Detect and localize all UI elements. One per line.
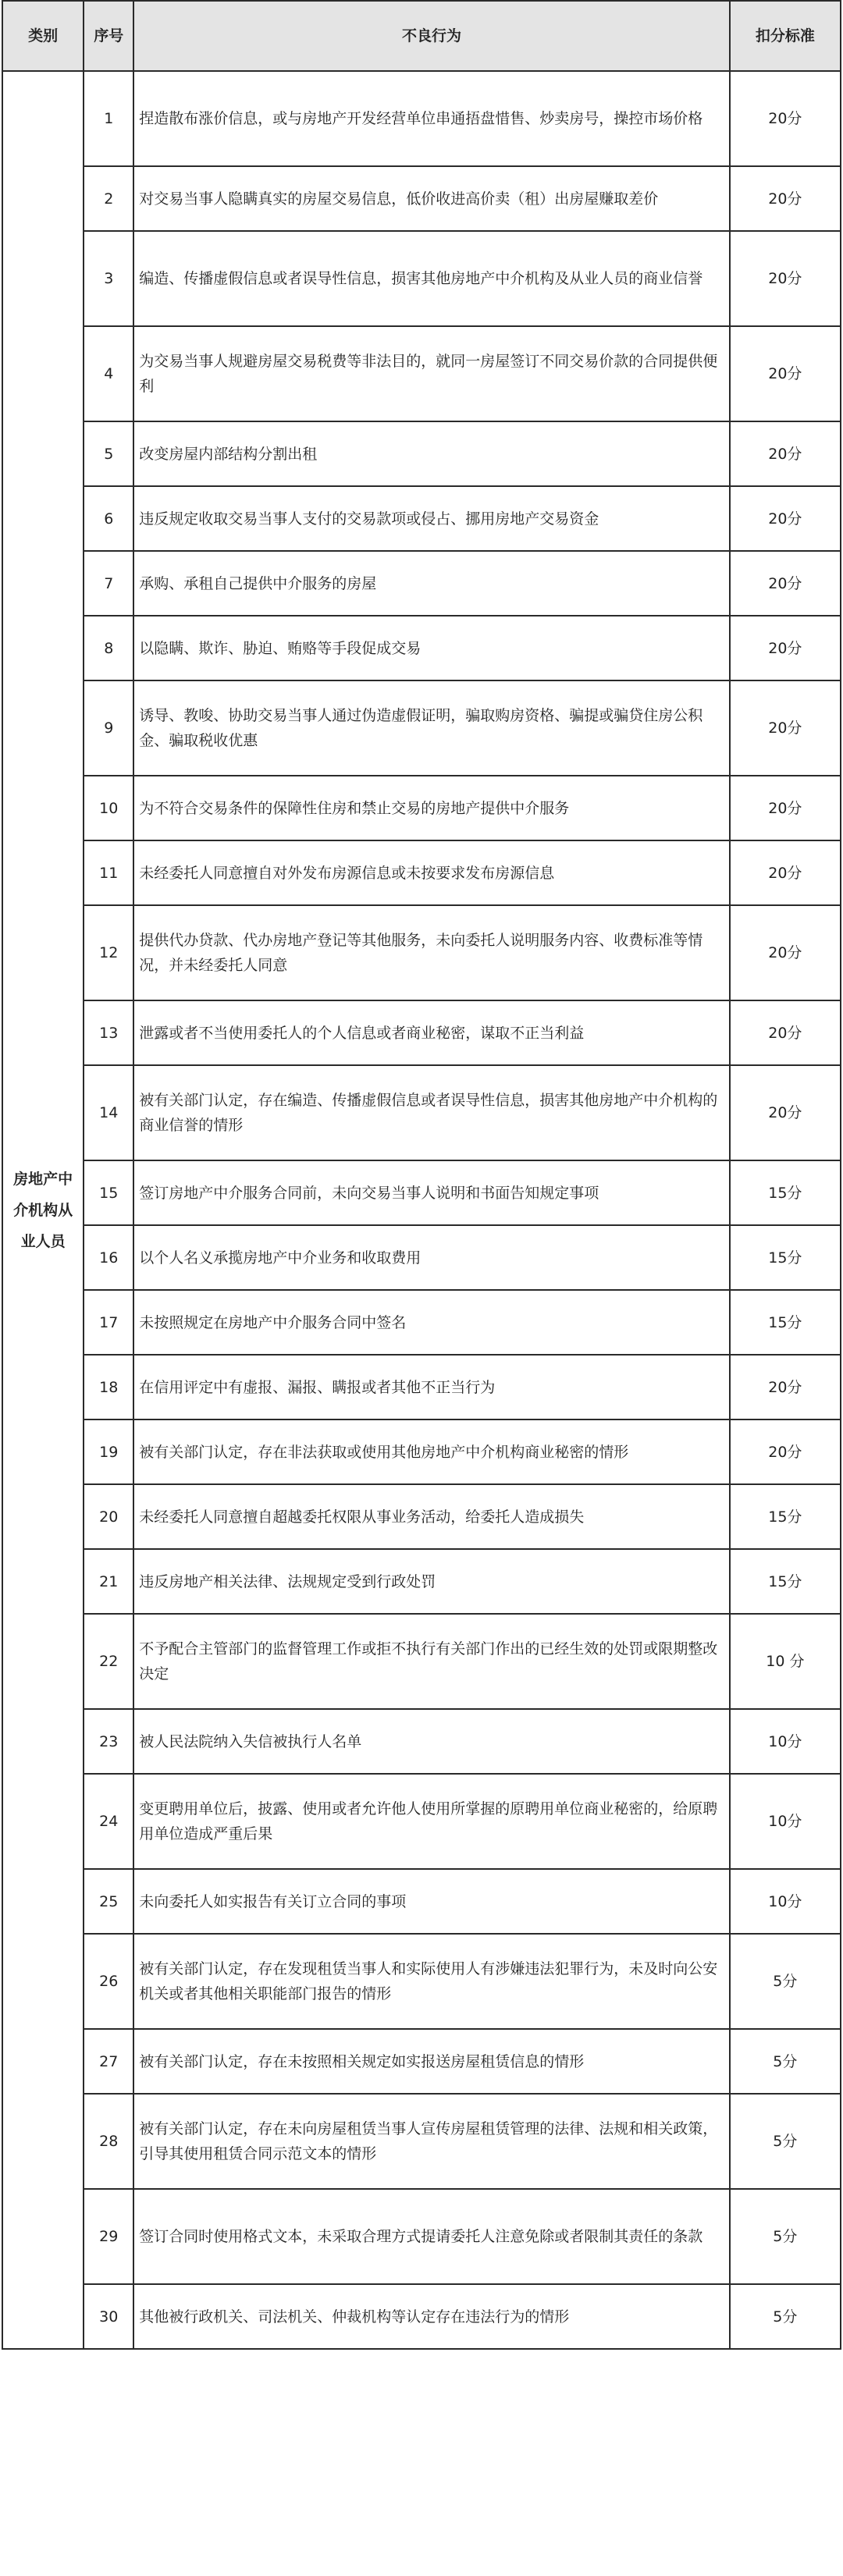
table-row <box>2 2284 841 2349</box>
header-category: 类别 <box>2 1 84 71</box>
behavior-text: 被有关部门认定，存在未按照相关规定如实报送房屋租赁信息的情形 <box>133 2029 729 2094</box>
table-row <box>2 326 841 421</box>
row-number: 15 <box>84 1160 133 1225</box>
table-row <box>2 71 841 166</box>
behavior-text: 捏造散布涨价信息，或与房地产开发经营单位串通捂盘惜售、炒卖房号，操控市场价格 <box>133 71 729 166</box>
header-number: 序号 <box>84 1 133 71</box>
table-row <box>2 1709 841 1774</box>
score-value: 20分 <box>730 1000 841 1065</box>
table-row <box>2 1549 841 1614</box>
row-number: 23 <box>84 1709 133 1774</box>
row-number: 26 <box>84 1934 133 2029</box>
table-row <box>2 1065 841 1160</box>
header-behavior: 不良行为 <box>133 1 729 71</box>
score-value: 20分 <box>730 486 841 551</box>
table-row <box>2 1225 841 1290</box>
row-number: 9 <box>84 680 133 776</box>
behavior-text: 被有关部门认定，存在未向房屋租赁当事人宣传房屋租赁管理的法律、法规和相关政策，引导其使用租赁合同示范文本的情形 <box>133 2094 729 2189</box>
score-value: 5分 <box>730 1934 841 2029</box>
behavior-text: 未向委托人如实报告有关订立合同的事项 <box>133 1869 729 1934</box>
table-row <box>2 1484 841 1549</box>
score-value: 15分 <box>730 1290 841 1355</box>
table-row <box>2 551 841 616</box>
score-value: 5分 <box>730 2189 841 2284</box>
table-row <box>2 1614 841 1709</box>
row-number: 21 <box>84 1549 133 1614</box>
score-value: 20分 <box>730 551 841 616</box>
row-number: 7 <box>84 551 133 616</box>
table-row <box>2 2189 841 2284</box>
row-number: 27 <box>84 2029 133 2094</box>
score-value: 20分 <box>730 1419 841 1484</box>
row-number: 18 <box>84 1355 133 1419</box>
row-number: 28 <box>84 2094 133 2189</box>
row-number: 22 <box>84 1614 133 1709</box>
row-number: 30 <box>84 2284 133 2349</box>
score-value: 20分 <box>730 1355 841 1419</box>
behavior-text: 未经委托人同意擅自对外发布房源信息或未按要求发布房源信息 <box>133 840 729 905</box>
score-value: 5分 <box>730 2094 841 2189</box>
row-number: 10 <box>84 776 133 840</box>
behavior-text: 编造、传播虚假信息或者误导性信息，损害其他房地产中介机构及从业人员的商业信誉 <box>133 231 729 326</box>
row-number: 25 <box>84 1869 133 1934</box>
score-value: 15分 <box>730 1225 841 1290</box>
table-row <box>2 840 841 905</box>
behavior-text: 诱导、教唆、协助交易当事人通过伪造虚假证明，骗取购房资格、骗提或骗贷住房公积金、骗取税收优惠 <box>133 680 729 776</box>
row-number: 3 <box>84 231 133 326</box>
score-value: 20分 <box>730 680 841 776</box>
behavior-text: 对交易当事人隐瞒真实的房屋交易信息，低价收进高价卖（租）出房屋赚取差价 <box>133 166 729 231</box>
row-number: 5 <box>84 421 133 486</box>
table-row <box>2 616 841 680</box>
behavior-text: 为交易当事人规避房屋交易税费等非法目的，就同一房屋签订不同交易价款的合同提供便利 <box>133 326 729 421</box>
behavior-text: 被有关部门认定，存在发现租赁当事人和实际使用人有涉嫌违法犯罪行为，未及时向公安机关或者其他相关职能部门报告的情形 <box>133 1934 729 2029</box>
table-row <box>2 905 841 1000</box>
score-value: 15分 <box>730 1484 841 1549</box>
behavior-text: 泄露或者不当使用委托人的个人信息或者商业秘密，谋取不正当利益 <box>133 1000 729 1065</box>
score-value: 10 分 <box>730 1614 841 1709</box>
behavior-text: 承购、承租自己提供中介服务的房屋 <box>133 551 729 616</box>
table-row <box>2 486 841 551</box>
score-value: 15分 <box>730 1549 841 1614</box>
row-number: 6 <box>84 486 133 551</box>
score-value: 20分 <box>730 326 841 421</box>
score-value: 10分 <box>730 1709 841 1774</box>
behavior-text: 未经委托人同意擅自超越委托权限从事业务活动，给委托人造成损失 <box>133 1484 729 1549</box>
behavior-text: 变更聘用单位后，披露、使用或者允许他人使用所掌握的原聘用单位商业秘密的，给原聘用单位造成严重后果 <box>133 1774 729 1869</box>
row-number: 20 <box>84 1484 133 1549</box>
behavior-text: 签订房地产中介服务合同前，未向交易当事人说明和书面告知规定事项 <box>133 1160 729 1225</box>
behavior-text: 未按照规定在房地产中介服务合同中签名 <box>133 1290 729 1355</box>
score-value: 10分 <box>730 1774 841 1869</box>
row-number: 19 <box>84 1419 133 1484</box>
score-value: 20分 <box>730 1065 841 1160</box>
table-body <box>2 71 841 2349</box>
category-cell: 房地产中介机构从业人员 <box>2 71 84 2349</box>
behavior-text: 被人民法院纳入失信被执行人名单 <box>133 1709 729 1774</box>
table-row <box>2 1355 841 1419</box>
row-number: 11 <box>84 840 133 905</box>
score-value: 20分 <box>730 840 841 905</box>
row-number: 2 <box>84 166 133 231</box>
table-row <box>2 1419 841 1484</box>
score-value: 20分 <box>730 231 841 326</box>
behavior-text: 以个人名义承揽房地产中介业务和收取费用 <box>133 1225 729 1290</box>
table-row <box>2 2029 841 2094</box>
score-value: 5分 <box>730 2284 841 2349</box>
row-number: 1 <box>84 71 133 166</box>
behavior-text: 在信用评定中有虚报、漏报、瞒报或者其他不正当行为 <box>133 1355 729 1419</box>
score-value: 20分 <box>730 776 841 840</box>
table-row <box>2 166 841 231</box>
header-row <box>2 1 841 71</box>
table-row <box>2 1000 841 1065</box>
row-number: 14 <box>84 1065 133 1160</box>
penalty-table <box>2 0 841 2350</box>
behavior-text: 提供代办贷款、代办房地产登记等其他服务，未向委托人说明服务内容、收费标准等情况，并未经委托人同意 <box>133 905 729 1000</box>
behavior-text: 被有关部门认定，存在编造、传播虚假信息或者误导性信息，损害其他房地产中介机构的商业信誉的情形 <box>133 1065 729 1160</box>
score-value: 15分 <box>730 1160 841 1225</box>
behavior-text: 以隐瞒、欺诈、胁迫、贿赂等手段促成交易 <box>133 616 729 680</box>
score-value: 5分 <box>730 2029 841 2094</box>
table-row <box>2 1290 841 1355</box>
behavior-text: 改变房屋内部结构分割出租 <box>133 421 729 486</box>
header-score: 扣分标准 <box>730 1 841 71</box>
table-row <box>2 680 841 776</box>
row-number: 4 <box>84 326 133 421</box>
table-row <box>2 1774 841 1869</box>
behavior-text: 签订合同时使用格式文本，未采取合理方式提请委托人注意免除或者限制其责任的条款 <box>133 2189 729 2284</box>
table-row <box>2 1934 841 2029</box>
row-number: 12 <box>84 905 133 1000</box>
table-row <box>2 1160 841 1225</box>
behavior-text: 其他被行政机关、司法机关、仲裁机构等认定存在违法行为的情形 <box>133 2284 729 2349</box>
row-number: 29 <box>84 2189 133 2284</box>
score-value: 20分 <box>730 166 841 231</box>
behavior-text: 违反房地产相关法律、法规规定受到行政处罚 <box>133 1549 729 1614</box>
behavior-text: 被有关部门认定，存在非法获取或使用其他房地产中介机构商业秘密的情形 <box>133 1419 729 1484</box>
table-row <box>2 2094 841 2189</box>
row-number: 8 <box>84 616 133 680</box>
score-value: 20分 <box>730 616 841 680</box>
table-row <box>2 231 841 326</box>
score-value: 20分 <box>730 71 841 166</box>
behavior-text: 为不符合交易条件的保障性住房和禁止交易的房地产提供中介服务 <box>133 776 729 840</box>
table-row <box>2 776 841 840</box>
table-row <box>2 1869 841 1934</box>
score-value: 20分 <box>730 421 841 486</box>
row-number: 17 <box>84 1290 133 1355</box>
row-number: 13 <box>84 1000 133 1065</box>
row-number: 16 <box>84 1225 133 1290</box>
score-value: 20分 <box>730 905 841 1000</box>
behavior-text: 违反规定收取交易当事人支付的交易款项或侵占、挪用房地产交易资金 <box>133 486 729 551</box>
table-row <box>2 421 841 486</box>
behavior-text: 不予配合主管部门的监督管理工作或拒不执行有关部门作出的已经生效的处罚或限期整改决定 <box>133 1614 729 1709</box>
row-number: 24 <box>84 1774 133 1869</box>
score-value: 10分 <box>730 1869 841 1934</box>
